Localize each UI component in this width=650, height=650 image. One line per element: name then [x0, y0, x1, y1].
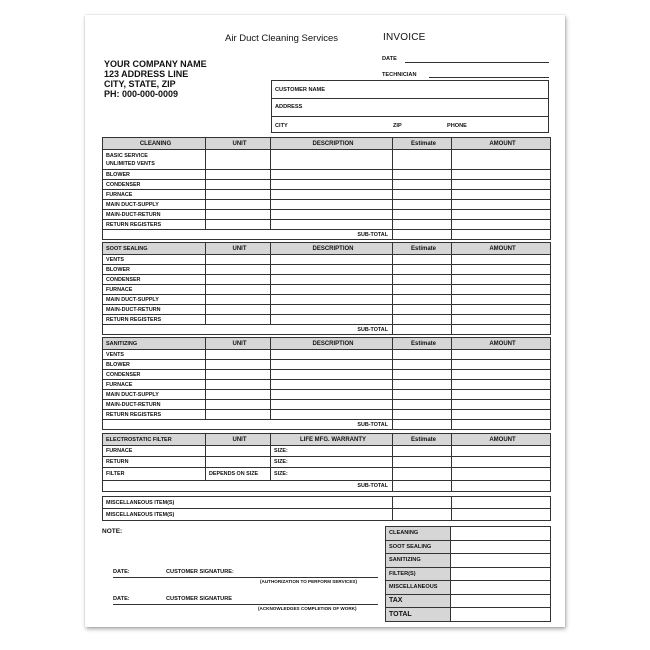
row-description-cell[interactable] — [271, 170, 393, 180]
row-amount-cell[interactable] — [452, 190, 551, 200]
filter-row-label: FURNACE — [103, 446, 206, 457]
table-row — [103, 295, 551, 305]
table-row — [103, 370, 551, 380]
row-estimate-cell[interactable] — [393, 295, 452, 305]
row-amount-cell[interactable] — [452, 265, 551, 275]
table-row — [103, 255, 551, 265]
row-label: BLOWER — [103, 265, 206, 275]
soot-sealing-subtotal-estimate[interactable] — [393, 325, 452, 335]
misc-amount[interactable] — [452, 509, 551, 521]
filter-row-unit[interactable] — [206, 446, 271, 457]
row-amount-cell[interactable] — [452, 150, 551, 170]
row-description-cell[interactable] — [271, 370, 393, 380]
customer-address-field[interactable] — [272, 98, 548, 117]
filter-subtotal-amount[interactable] — [452, 481, 551, 492]
row-description-cell[interactable] — [271, 315, 393, 325]
row-unit-cell[interactable] — [206, 255, 271, 265]
cleaning-col-estimate: Estimate — [393, 138, 452, 150]
sanitizing-table — [102, 337, 551, 430]
total-misc-label: MISCELLANEOUS — [386, 581, 451, 595]
filter-row-size[interactable]: SIZE: — [271, 468, 393, 481]
row-unit-cell[interactable] — [206, 350, 271, 360]
row-unit-cell[interactable] — [206, 150, 271, 170]
row-label: CONDENSER — [103, 370, 206, 380]
row-description-cell[interactable] — [271, 360, 393, 370]
table-row — [103, 305, 551, 315]
filter-row-unit[interactable] — [206, 457, 271, 468]
row-description-cell[interactable] — [271, 305, 393, 315]
row-label: RETURN REGISTERS — [103, 315, 206, 325]
total-sanitizing-label: SANITIZING — [386, 554, 451, 568]
row-unit-cell[interactable] — [206, 305, 271, 315]
customer-box — [271, 80, 549, 133]
soot-sealing-col-amount: AMOUNT — [452, 243, 551, 255]
company-block — [104, 59, 207, 99]
row-description-cell[interactable] — [271, 350, 393, 360]
row-unit-cell[interactable] — [206, 190, 271, 200]
row-label: VENTS — [103, 255, 206, 265]
table-row — [103, 275, 551, 285]
table-row — [103, 190, 551, 200]
date-label: DATE — [382, 56, 397, 62]
row-description-cell[interactable] — [271, 255, 393, 265]
sanitizing-subtotal-amount[interactable] — [452, 420, 551, 430]
soot-sealing-subtotal-label: SUB-TOTAL — [103, 325, 393, 335]
row-label: MAIN-DUCT-RETURN — [103, 210, 206, 220]
cleaning-col-description: DESCRIPTION — [271, 138, 393, 150]
customer-address-label: ADDRESS — [275, 104, 303, 110]
row-amount-cell[interactable] — [452, 255, 551, 265]
row-label: VENTS — [103, 350, 206, 360]
row-unit-cell[interactable] — [206, 220, 271, 230]
row-amount-cell[interactable] — [452, 275, 551, 285]
soot-sealing-subtotal-amount[interactable] — [452, 325, 551, 335]
row-estimate-cell[interactable] — [393, 180, 452, 190]
row-unit-cell[interactable] — [206, 275, 271, 285]
filter-row-estimate[interactable] — [393, 446, 452, 457]
company-city: CITY, STATE, ZIP — [104, 79, 176, 89]
total-cleaning-value[interactable] — [451, 527, 551, 541]
total-misc-value[interactable] — [451, 581, 551, 595]
row-label: BLOWER — [103, 360, 206, 370]
row-label: RETURN REGISTERS — [103, 410, 206, 420]
technician-field[interactable] — [429, 77, 549, 78]
misc-estimate[interactable] — [393, 497, 452, 509]
totals-table — [385, 526, 551, 622]
row-unit-cell[interactable] — [206, 200, 271, 210]
row-amount-cell[interactable] — [452, 360, 551, 370]
filter-col-warranty: LIFE MFG. WARRANTY — [271, 434, 393, 446]
row-amount-cell[interactable] — [452, 350, 551, 360]
filter-row-size[interactable]: SIZE: — [271, 457, 393, 468]
row-description-cell[interactable] — [271, 400, 393, 410]
filter-row-amount[interactable] — [452, 457, 551, 468]
row-amount-cell[interactable] — [452, 410, 551, 420]
table-row — [103, 285, 551, 295]
row-description-cell[interactable] — [271, 265, 393, 275]
row-estimate-cell[interactable] — [393, 370, 452, 380]
soot-sealing-col-estimate: Estimate — [393, 243, 452, 255]
cleaning-subtotal-amount[interactable] — [452, 230, 551, 240]
row-estimate-cell[interactable] — [393, 380, 452, 390]
signature-note-1: (AUTHORIZATION TO PERFORM SERVICES) — [260, 579, 357, 584]
filter-row-unit[interactable]: DEPENDS ON SIZE — [206, 468, 271, 481]
row-estimate-cell[interactable] — [393, 350, 452, 360]
soot-sealing-col-description: DESCRIPTION — [271, 243, 393, 255]
row-unit-cell[interactable] — [206, 180, 271, 190]
total-soot-sealing-value[interactable] — [451, 540, 551, 554]
filter-subtotal-estimate[interactable] — [393, 481, 452, 492]
row-estimate-cell[interactable] — [393, 410, 452, 420]
row-amount-cell[interactable] — [452, 400, 551, 410]
row-label: CONDENSER — [103, 180, 206, 190]
row-description-cell[interactable] — [271, 390, 393, 400]
sanitizing-col-description: DESCRIPTION — [271, 338, 393, 350]
total-soot-sealing-label: SOOT SEALING — [386, 540, 451, 554]
technician-label: TECHNICIAN — [382, 72, 417, 78]
customer-city-label: CITY — [275, 123, 288, 129]
row-estimate-cell[interactable] — [393, 265, 452, 275]
sanitizing-subtotal-estimate[interactable] — [393, 420, 452, 430]
customer-zip-label: ZIP — [393, 123, 402, 129]
row-label: BASIC SERVICE UNLIMITED VENTS — [103, 150, 206, 170]
row-label: FURNACE — [103, 285, 206, 295]
signature-line-1[interactable] — [113, 577, 378, 578]
table-row — [103, 315, 551, 325]
row-unit-cell[interactable] — [206, 315, 271, 325]
table-row — [103, 220, 551, 230]
row-amount-cell[interactable] — [452, 295, 551, 305]
cleaning-subtotal-label: SUB-TOTAL — [103, 230, 393, 240]
row-description-cell[interactable] — [271, 295, 393, 305]
row-description-cell[interactable] — [271, 190, 393, 200]
row-estimate-cell[interactable] — [393, 170, 452, 180]
signature-label-2: CUSTOMER SIGNATURE — [166, 596, 232, 602]
sanitizing-col-estimate: Estimate — [393, 338, 452, 350]
sanitizing-subtotal-label: SUB-TOTAL — [103, 420, 393, 430]
row-label: MAIN DUCT-SUPPLY — [103, 390, 206, 400]
cleaning-section-title: CLEANING — [103, 138, 206, 150]
company-phone: PH: 000-000-0009 — [104, 89, 179, 99]
signature-date-2: DATE: — [113, 596, 130, 602]
row-amount-cell[interactable] — [452, 180, 551, 190]
misc-table — [102, 496, 551, 521]
sanitizing-col-amount: AMOUNT — [452, 338, 551, 350]
filter-subtotal-label: SUB-TOTAL — [103, 481, 393, 492]
row-amount-cell[interactable] — [452, 380, 551, 390]
customer-name-field[interactable] — [272, 81, 548, 99]
form-title: Air Duct Cleaning Services — [225, 33, 338, 44]
cleaning-col-unit: UNIT — [206, 138, 271, 150]
table-row — [103, 150, 551, 170]
row-unit-cell[interactable] — [206, 295, 271, 305]
total-cleaning-label: CLEANING — [386, 527, 451, 541]
filter-row-amount[interactable] — [452, 468, 551, 481]
row-unit-cell[interactable] — [206, 360, 271, 370]
row-unit-cell[interactable] — [206, 400, 271, 410]
row-unit-cell[interactable] — [206, 170, 271, 180]
soot-sealing-table — [102, 242, 551, 335]
company-name: YOUR COMPANY NAME — [104, 59, 207, 69]
row-amount-cell[interactable] — [452, 285, 551, 295]
filter-row-estimate[interactable] — [393, 468, 452, 481]
misc-item[interactable]: MISCELLANEOUS ITEM(S) — [103, 497, 393, 509]
tax-label: TAX — [386, 594, 451, 608]
soot-sealing-col-unit: UNIT — [206, 243, 271, 255]
table-row — [103, 380, 551, 390]
row-amount-cell[interactable] — [452, 315, 551, 325]
row-unit-cell[interactable] — [206, 370, 271, 380]
sanitizing-col-unit: UNIT — [206, 338, 271, 350]
grand-total-label: TOTAL — [386, 608, 451, 622]
table-row — [103, 210, 551, 220]
row-amount-cell[interactable] — [452, 210, 551, 220]
row-label: FURNACE — [103, 380, 206, 390]
invoice-label: INVOICE — [383, 32, 426, 43]
row-estimate-cell[interactable] — [393, 220, 452, 230]
row-description-cell[interactable] — [271, 220, 393, 230]
row-unit-cell[interactable] — [206, 285, 271, 295]
row-estimate-cell[interactable] — [393, 360, 452, 370]
row-estimate-cell[interactable] — [393, 390, 452, 400]
filter-col-estimate: Estimate — [393, 434, 452, 446]
grand-total-value[interactable] — [451, 608, 551, 622]
filter-row-estimate[interactable] — [393, 457, 452, 468]
row-description-cell[interactable] — [271, 275, 393, 285]
signature-line-2[interactable] — [113, 604, 378, 605]
total-filters-value[interactable] — [451, 567, 551, 581]
table-row — [103, 265, 551, 275]
row-estimate-cell[interactable] — [393, 190, 452, 200]
row-unit-cell[interactable] — [206, 210, 271, 220]
cleaning-subtotal-estimate[interactable] — [393, 230, 452, 240]
filter-section-title: ELECTROSTATIC FILTER — [103, 434, 206, 446]
date-field[interactable] — [405, 62, 549, 63]
row-description-cell[interactable] — [271, 180, 393, 190]
cleaning-table — [102, 137, 551, 240]
row-amount-cell[interactable] — [452, 220, 551, 230]
signature-label-1: CUSTOMER SIGNATURE: — [166, 569, 234, 575]
row-estimate-cell[interactable] — [393, 200, 452, 210]
row-estimate-cell[interactable] — [393, 315, 452, 325]
cleaning-col-amount: AMOUNT — [452, 138, 551, 150]
row-unit-cell[interactable] — [206, 380, 271, 390]
table-row — [103, 180, 551, 190]
row-label: BLOWER — [103, 170, 206, 180]
sanitizing-section-title: SANITIZING — [103, 338, 206, 350]
row-description-cell[interactable] — [271, 285, 393, 295]
customer-name-label: CUSTOMER NAME — [275, 87, 325, 93]
misc-estimate[interactable] — [393, 509, 452, 521]
table-row — [103, 350, 551, 360]
row-amount-cell[interactable] — [452, 370, 551, 380]
row-estimate-cell[interactable] — [393, 275, 452, 285]
filter-row-amount[interactable] — [452, 446, 551, 457]
row-unit-cell[interactable] — [206, 265, 271, 275]
misc-amount[interactable] — [452, 497, 551, 509]
filter-col-unit: UNIT — [206, 434, 271, 446]
row-label: RETURN REGISTERS — [103, 220, 206, 230]
table-row — [103, 170, 551, 180]
customer-phone-label: PHONE — [447, 123, 467, 129]
tax-value[interactable] — [451, 594, 551, 608]
signature-note-2: (ACKNOWLEDGES COMPLETION OF WORK) — [258, 606, 357, 611]
row-estimate-cell[interactable] — [393, 210, 452, 220]
invoice-sheet — [85, 15, 565, 627]
total-filters-label: FILTER(S) — [386, 567, 451, 581]
filter-row-label: RETURN — [103, 457, 206, 468]
row-description-cell[interactable] — [271, 150, 393, 170]
filter-col-amount: AMOUNT — [452, 434, 551, 446]
soot-sealing-section-title: SOOT SEALING — [103, 243, 206, 255]
table-row — [103, 200, 551, 210]
table-row — [103, 390, 551, 400]
signature-date-1: DATE: — [113, 569, 130, 575]
row-unit-cell[interactable] — [206, 390, 271, 400]
row-label: MAIN DUCT-SUPPLY — [103, 295, 206, 305]
row-estimate-cell[interactable] — [393, 285, 452, 295]
row-description-cell[interactable] — [271, 210, 393, 220]
table-row — [103, 360, 551, 370]
row-label: FURNACE — [103, 190, 206, 200]
misc-item[interactable]: MISCELLANEOUS ITEM(S) — [103, 509, 393, 521]
row-label: MAIN-DUCT-RETURN — [103, 400, 206, 410]
row-amount-cell[interactable] — [452, 305, 551, 315]
row-amount-cell[interactable] — [452, 200, 551, 210]
row-amount-cell[interactable] — [452, 170, 551, 180]
table-row — [103, 400, 551, 410]
row-estimate-cell[interactable] — [393, 400, 452, 410]
row-estimate-cell[interactable] — [393, 150, 452, 170]
row-amount-cell[interactable] — [452, 390, 551, 400]
row-estimate-cell[interactable] — [393, 255, 452, 265]
row-label: MAIN-DUCT-RETURN — [103, 305, 206, 315]
table-row — [103, 410, 551, 420]
row-label: MAIN DUCT-SUPPLY — [103, 200, 206, 210]
filter-table — [102, 433, 551, 492]
row-unit-cell[interactable] — [206, 410, 271, 420]
row-estimate-cell[interactable] — [393, 305, 452, 315]
filter-row-label: FILTER — [103, 468, 206, 481]
row-description-cell[interactable] — [271, 200, 393, 210]
filter-row-size[interactable]: SIZE: — [271, 446, 393, 457]
row-label: CONDENSER — [103, 275, 206, 285]
row-description-cell[interactable] — [271, 380, 393, 390]
row-description-cell[interactable] — [271, 410, 393, 420]
company-address: 123 ADDRESS LINE — [104, 69, 189, 79]
note-label: NOTE: — [102, 528, 123, 535]
total-sanitizing-value[interactable] — [451, 554, 551, 568]
